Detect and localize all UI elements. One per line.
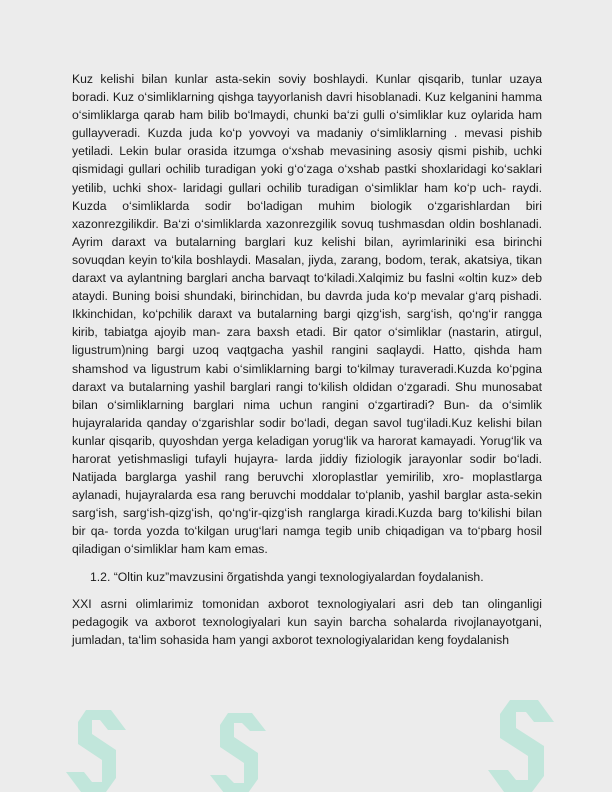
watermark-logo-middle — [206, 705, 276, 792]
document-body — [72, 70, 542, 649]
section-heading: 1.2. “Oltin kuz”mavzusini õrgatishda yangi texnologiyalardan foydalanish. — [90, 569, 484, 584]
body-paragraph-1: Kuz kelishi bilan kunlar asta-sekin soviy boshlaydi. Kunlar qisqarib, tunlar uzaya boradi. Kuz o‘simliklarning qishga tayyorlanish davri hisoblanadi. Kuz kelganini hamma o‘simliklarga qarab ham bilib bo‘lmaydi, chunki ba‘zi gulli o‘simliklar kuz oylarida ham gullayveradi. Kuzda juda ko‘p yovvoyi va madaniy o‘simliklarning . mevasi pishib yetiladi. Lekin bular orasida itzumga o‘xshab mevasining asosiy qismi pishib, uchki qismidagi gullari ochilib turadigan yoki g‘o‘zaga o‘xshab pastki shoxlaridagi ko‘saklari yetilib, uchki shox- laridagi gullari ochilib turadigan o‘simliklar ham ko‘p uch- raydi. Kuzda o‘simliklarda sodir bo‘ladigan muhim biologik o‘zgarishlardan biri xazonrezgilikdir. Ba‘zi o‘simliklarda xazonrezgilik sovuq tushmasdan oldin boshlanadi. Ayrim daraxt va butalarning barglari kuz kelishi bilan, ayrimlariniki esa birinchi sovuqdan keyin to‘kila boshlaydi. Masalan, jiyda, zarang, bodom, terak, akatsiya, tikan daraxt va aylantning barglari ancha barvaqt to‘kiladi.Xalqimiz bu faslni «oltin kuz» deb ataydi. Buning boisi shundaki, birinchidan, bu davrda juda ko‘p mevalar g‘arq pishadi. Ikkinchidan, ko‘pchilik daraxt va butalarning bargi qizg‘ish, sarg‘ish, qo‘ng‘ir rangga kirib, tabiatga ajoyib man- zara baxsh etadi. Bir qator o‘simliklar (nastarin, atirgul, ligustrum)ning bargi uzoq vaqtgacha yashil rangini saqlaydi. Hatto, qishda ham shamshod va ligustrum kabi o‘simliklarning bargi to‘kilmay turaveradi.Kuzda ko‘pgina daraxt va butalarning yashil barglari rangi to‘kilish oldidan o‘zgaradi. Shu munosabat bilan o‘simliklarning barglari nima uchun rangini o‘zgartiradi? Bun- da o‘simlik hujayralarida qanday o‘zgarishlar sodir bo‘ladi, degan savol tug‘iladi.Kuz kelishi bilan kunlar qisqarib, quyoshdan yerga keladigan yorug‘lik va harorat kamayadi. Yorug‘lik va harorat yetishmasligi tufayli hujayra- larda jiddiy fiziologik jarayonlar sodir bo‘ladi. Natijada barglarga yashil rang beruvchi xloroplastlar yemirilib, xro- moplastlarga aylanadi, hujayralarda esa rang beruvchi moddalar to‘planib, yashil barglar asta-sekin sarg‘ish, sarg‘ish-qizg‘ish, qo‘ng‘ir-qizg‘ish ranglarga kiradi.Kuzda barg to‘kilishi bilan bir qa- torda yozda to‘kilgan urug‘lari namga tegib unib chiqadigan va to‘pbarg hosil qiladigan o‘simliklar ham kam emas. — [72, 72, 542, 557]
body-paragraph-2: XXI asrni olimlarimiz tomonidan axborot texnologiyalari asri deb tan olinganligi pedagogik va axborot texnologiyalari kun sayin barcha sohalarda rivojlanayotgani, jumladan, ta‘lim sohasida ham yangi axborot texnologiyalaridan keng foydalanish — [72, 596, 542, 647]
watermark-logo-right — [486, 690, 566, 792]
watermark-logo-left — [66, 700, 136, 792]
